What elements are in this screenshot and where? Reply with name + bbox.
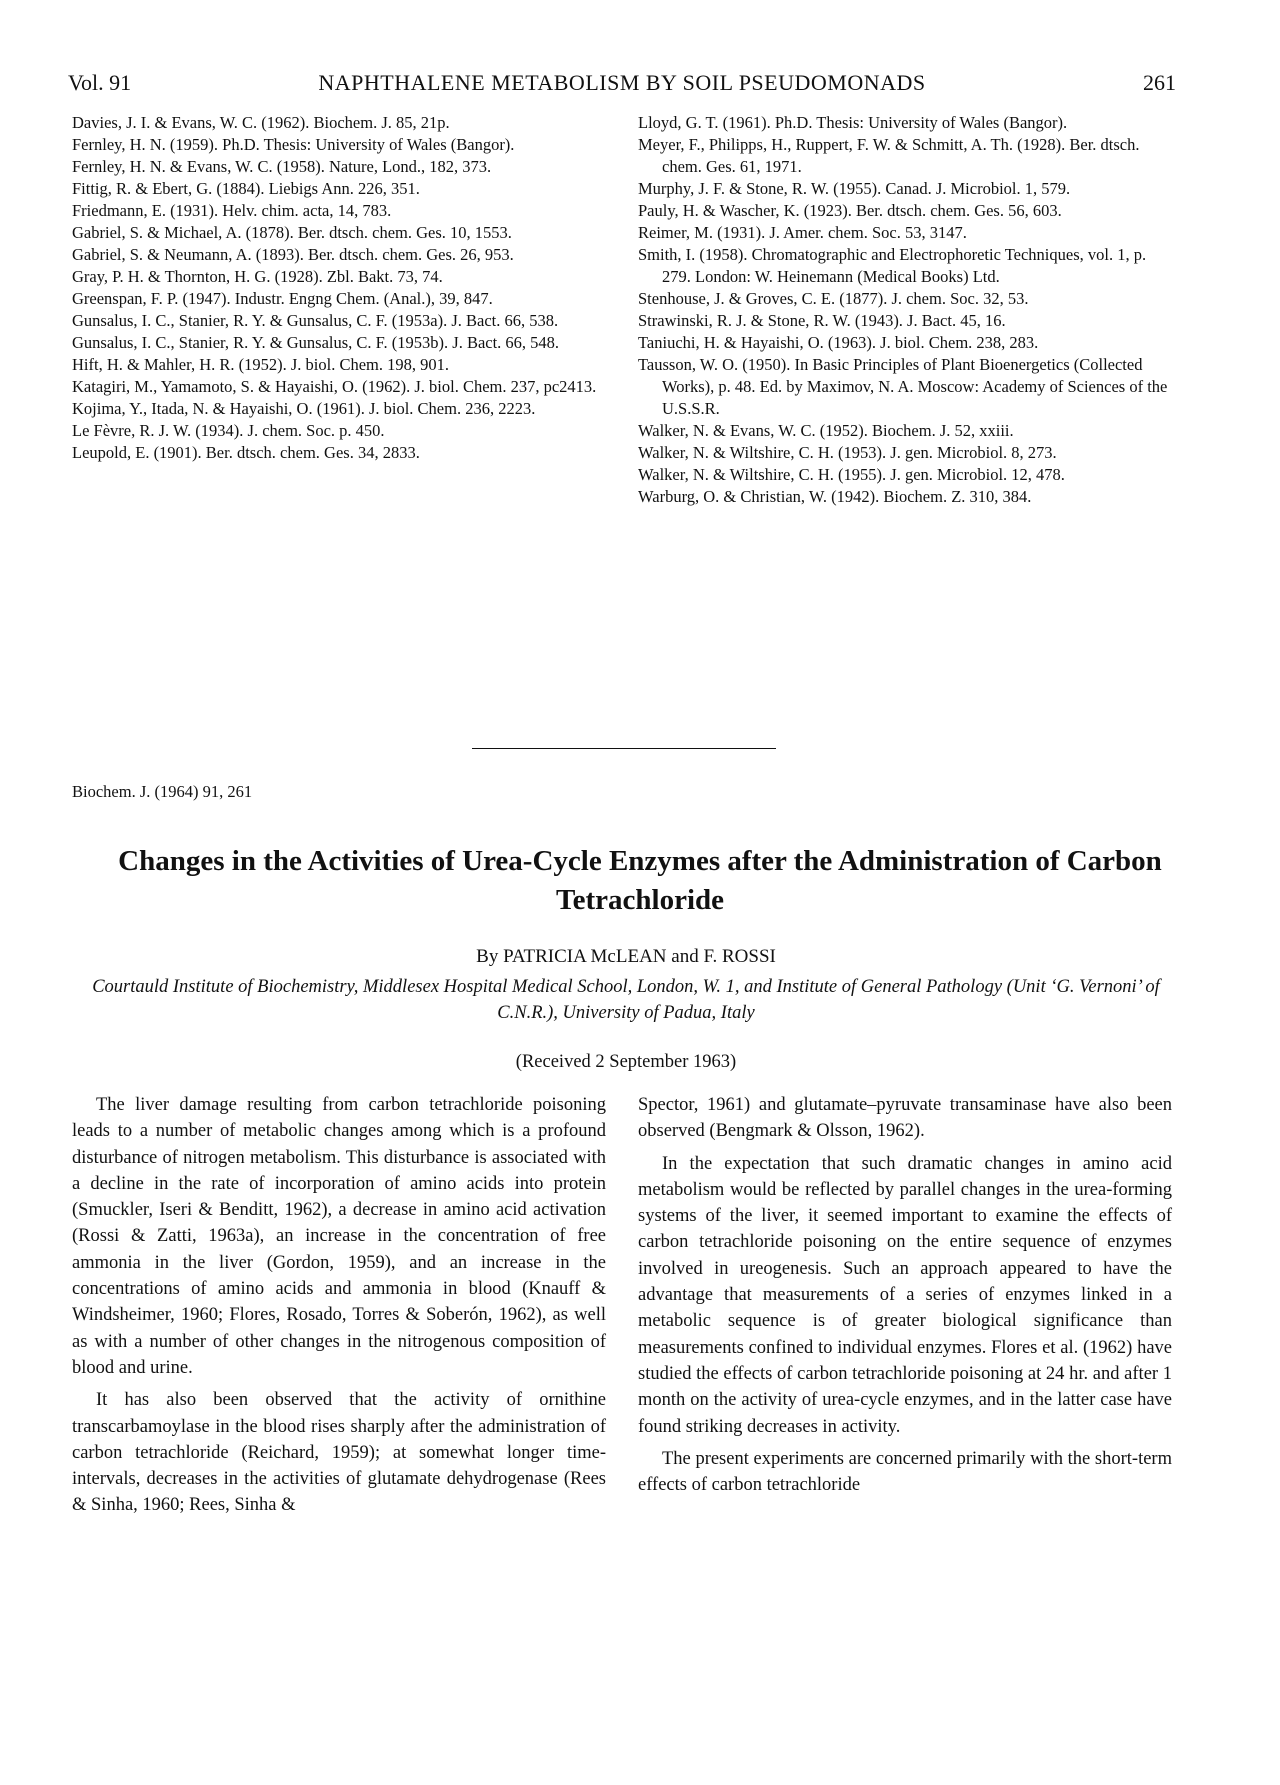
reference-item: Greenspan, F. P. (1947). Industr. Engng Chem. (Anal.), 39, 847.	[72, 289, 493, 308]
body-paragraph: It has also been observed that the activity of ornithine transcarbamoylase in the blood rises sharply after the administration of carbon tetrachloride (Reichard, 1959); at somewhat longer time-intervals, decreases in the activities of glutamate dehydrogenase (Rees & Sinha, 1960; Rees, Sinha &	[72, 1390, 606, 1516]
reference-item: Le Fèvre, R. J. W. (1934). J. chem. Soc. p. 450.	[72, 421, 385, 440]
page-number: 261	[1143, 70, 1176, 95]
reference-item: Leupold, E. (1901). Ber. dtsch. chem. Ges. 34, 2833.	[72, 443, 420, 462]
reference-item: Gunsalus, I. C., Stanier, R. Y. & Gunsalus, C. F. (1953b). J. Bact. 66, 548.	[72, 333, 560, 352]
body-paragraph: The present experiments are concerned primarily with the short-term effects of carbon tetrachloride	[638, 1448, 1172, 1496]
received-date: (Received 2 September 1963)	[515, 1052, 737, 1072]
reference-item: Strawinski, R. J. & Stone, R. W. (1943). J. Bact. 45, 16.	[638, 311, 1006, 330]
running-header	[68, 70, 1176, 102]
body-paragraph: In the expectation that such dramatic changes in amino acid metabolism would be reflected by parallel changes in the urea-forming systems of the liver, it seemed important to examine the effects of carbon tetrachloride poisoning on the entire sequence of enzymes involved in ureogenesis. Such an approach appeared to have the advantage that measurements of a series of enzymes linked in a metabolic sequence is of greater biological significance than measurements confined to individual enzymes. Flores et al. (1962) have studied the effects of carbon tetrachloride poisoning at 24 hr. and after 1 month on the activity of urea-cycle enzymes, and in the latter case have found striking decreases in activity.	[638, 1153, 1172, 1437]
reference-item: Walker, N. & Wiltshire, C. H. (1953). J. gen. Microbiol. 8, 273.	[638, 443, 1057, 462]
reference-item: Taniuchi, H. & Hayaishi, O. (1963). J. biol. Chem. 238, 283.	[638, 333, 1039, 352]
references-left-column	[72, 112, 606, 464]
reference-item: Hift, H. & Mahler, H. R. (1952). J. biol. Chem. 198, 901.	[72, 355, 449, 374]
volume-number: Vol. 91	[68, 70, 132, 95]
reference-item: Fittig, R. & Ebert, G. (1884). Liebigs Ann. 226, 351.	[72, 179, 420, 198]
reference-item: Fernley, H. N. & Evans, W. C. (1958). Nature, Lond., 182, 373.	[72, 157, 492, 176]
body-paragraph: The liver damage resulting from carbon tetrachloride poisoning leads to a number of metabolic changes among which is a profound disturbance of nitrogen metabolism. This disturbance is associated with a decline in the rate of incorporation of amino acids into protein (Smuckler, Iseri & Benditt, 1962), a decrease in amino acid activation (Rossi & Zatti, 1963a), an increase in the concentration of free ammonia in the liver (Gordon, 1959), and an increase in the concentrations of amino acids and ammonia in blood (Knauff & Windsheimer, 1960; Flores, Rosado, Torres & Soberón, 1962), as well as with a number of other changes in the nitrogenous composition of blood and urine.	[72, 1095, 606, 1378]
article-title: Changes in the Activities of Urea-Cycle Enzymes after the Administration of Carbon Tetrachloride	[118, 845, 1162, 916]
reference-item: Murphy, J. F. & Stone, R. W. (1955). Canad. J. Microbiol. 1, 579.	[638, 179, 1071, 198]
reference-item: Warburg, O. & Christian, W. (1942). Biochem. Z. 310, 384.	[638, 487, 1032, 506]
reference-item: Friedmann, E. (1931). Helv. chim. acta, 14, 783.	[72, 201, 392, 220]
author-affiliation: Courtauld Institute of Biochemistry, Middlesex Hospital Medical School, London, W. 1, and Institute of General Pathology (Unit ‘G. Vernoni’ of C.N.R.), University of Padua, Italy	[92, 977, 1160, 1023]
body-right-column	[638, 1092, 1172, 1498]
body-paragraph: Spector, 1961) and glutamate–pyruvate transaminase have also been observed (Bengmark & Olsson, 1962).	[638, 1095, 1172, 1142]
reference-item: Tausson, W. O. (1950). In Basic Principles of Plant Bioenergetics (Collected Works), p. 48. Ed. by Maximov, N. A. Moscow: Academy of Sciences of the U.S.S.R.	[638, 355, 1168, 418]
reference-item: Kojima, Y., Itada, N. & Hayaishi, O. (1961). J. biol. Chem. 236, 2223.	[72, 399, 536, 418]
reference-item: Gabriel, S. & Michael, A. (1878). Ber. dtsch. chem. Ges. 10, 1553.	[72, 223, 512, 242]
reference-item: Gray, P. H. & Thornton, H. G. (1928). Zbl. Bakt. 73, 74.	[72, 267, 443, 286]
reference-item: Walker, N. & Evans, W. C. (1952). Biochem. J. 52, xxiii.	[638, 421, 1014, 440]
reference-item: Walker, N. & Wiltshire, C. H. (1955). J. gen. Microbiol. 12, 478.	[638, 465, 1065, 484]
body-left-column	[72, 1092, 606, 1519]
reference-item: Davies, J. I. & Evans, W. C. (1962). Biochem. J. 85, 21p.	[72, 113, 450, 132]
article-citation: Biochem. J. (1964) 91, 261	[72, 782, 253, 801]
reference-item: Gabriel, S. & Neumann, A. (1893). Ber. dtsch. chem. Ges. 26, 953.	[72, 245, 514, 264]
reference-item: Katagiri, M., Yamamoto, S. & Hayaishi, O. (1962). J. biol. Chem. 237, pc2413.	[72, 377, 597, 396]
reference-item: Gunsalus, I. C., Stanier, R. Y. & Gunsalus, C. F. (1953a). J. Bact. 66, 538.	[72, 311, 559, 330]
reference-item: Smith, I. (1958). Chromatographic and Electrophoretic Techniques, vol. 1, p. 279. London: W. Heinemann (Medical Books) Ltd.	[638, 245, 1147, 286]
references-right-column	[638, 112, 1172, 508]
reference-item: Fernley, H. N. (1959). Ph.D. Thesis: University of Wales (Bangor).	[72, 135, 515, 154]
article-authors: By PATRICIA McLEAN and F. ROSSI	[476, 946, 776, 967]
reference-item: Lloyd, G. T. (1961). Ph.D. Thesis: University of Wales (Bangor).	[638, 113, 1068, 132]
reference-item: Reimer, M. (1931). J. Amer. chem. Soc. 53, 3147.	[638, 223, 967, 242]
reference-item: Pauly, H. & Wascher, K. (1923). Ber. dtsch. chem. Ges. 56, 603.	[638, 201, 1062, 220]
reference-item: Stenhouse, J. & Groves, C. E. (1877). J. chem. Soc. 32, 53.	[638, 289, 1029, 308]
section-divider	[472, 748, 776, 749]
reference-item: Meyer, F., Philipps, H., Ruppert, F. W. & Schmitt, A. Th. (1928). Ber. dtsch. chem. Ges. 61, 1971.	[638, 135, 1140, 176]
running-title: NAPHTHALENE METABOLISM BY SOIL PSEUDOMONADS	[318, 70, 926, 95]
